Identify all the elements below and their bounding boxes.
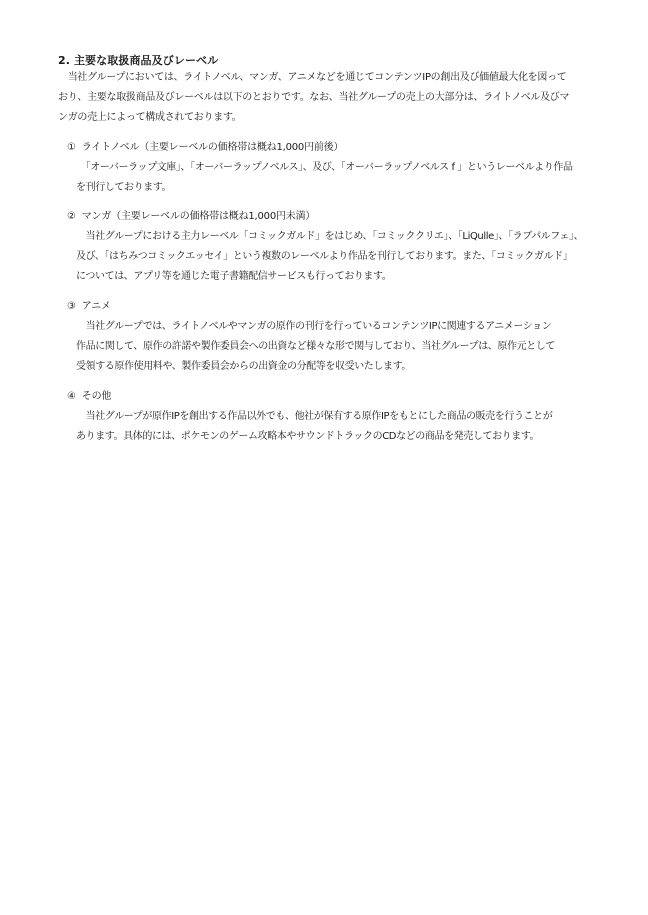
item-body-anime (76, 317, 555, 377)
item-heading-text: その他 (81, 391, 112, 402)
intro-paragraph (58, 68, 569, 128)
item-body-manga (76, 227, 583, 287)
item-line: あります。具体的には、ポケモンのゲーム攻略本やサウンドトラックのCDなどの商品を発売しております。 (76, 431, 540, 442)
item-line: 「オーバーラップ文庫」、「オーバーラップノベルス」、及び、「オーバーラップノベルス f 」というレーベルより作品 (76, 162, 573, 173)
item-heading-text: ライトノベル（主要レーベルの価格帯は概ね1,000円前後） (81, 142, 344, 153)
intro-line: おり、主要な取扱商品及びレーベルは以下のとおりです。なお、当社グループの売上の大部分は、ライトノベル及びマ (58, 92, 570, 103)
item-number: ④ (67, 391, 76, 402)
intro-line: ンガの売上によって構成されております。 (58, 112, 242, 123)
item-number: ② (67, 211, 76, 222)
item-line: については、アプリ等を通じた電子書籍配信サービスも行っております。 (76, 271, 392, 282)
item-line: 及び、「はちみつコミックエッセイ」という複数のレーベルより作品を刊行しております。また、「コミックガルド」 (76, 251, 573, 262)
item-heading-anime (67, 297, 111, 317)
item-heading-manga (67, 207, 315, 227)
item-heading-text: アニメ (81, 301, 111, 312)
item-line: を刊行しております。 (76, 182, 172, 193)
item-number: ① (67, 142, 76, 153)
item-heading-light-novel (67, 138, 343, 158)
item-body-light-novel (76, 158, 573, 198)
item-heading-other (67, 387, 111, 407)
section-title: 2. 主要な取扱商品及びレーベル (58, 54, 219, 67)
intro-line: 当社グループにおいては、ライトノベル、マンガ、アニメなどを通じてコンテンツIPの創出及び価値最大化を図って (58, 72, 567, 83)
item-line: 当社グループでは、ライトノベルやマンガの原作の刊行を行っているコンテンツIPに関連するアニメーション (76, 321, 552, 332)
item-line: 当社グループにおける主力レーベル「コミックガルド」をはじめ、「コミッククリエ」、「LiQulle」、「ラブパルフェ」、 (76, 231, 584, 242)
item-line: 受領する原作使用料や、製作委員会からの出資金の分配等を収受いたします。 (76, 361, 411, 372)
item-number: ③ (67, 301, 76, 312)
item-line: 当社グループが原作IPを創出する作品以外でも、他社が保有する原作IPをもとにした商品の販売を行うことが (76, 411, 553, 422)
item-line: 作品に関して、原作の許諾や製作委員会への出資など様々な形で関与しており、当社グループは、原作元として (76, 341, 555, 352)
item-heading-text: マンガ（主要レーベルの価格帯は概ね1,000円未満） (81, 211, 316, 222)
item-body-other (76, 407, 552, 447)
